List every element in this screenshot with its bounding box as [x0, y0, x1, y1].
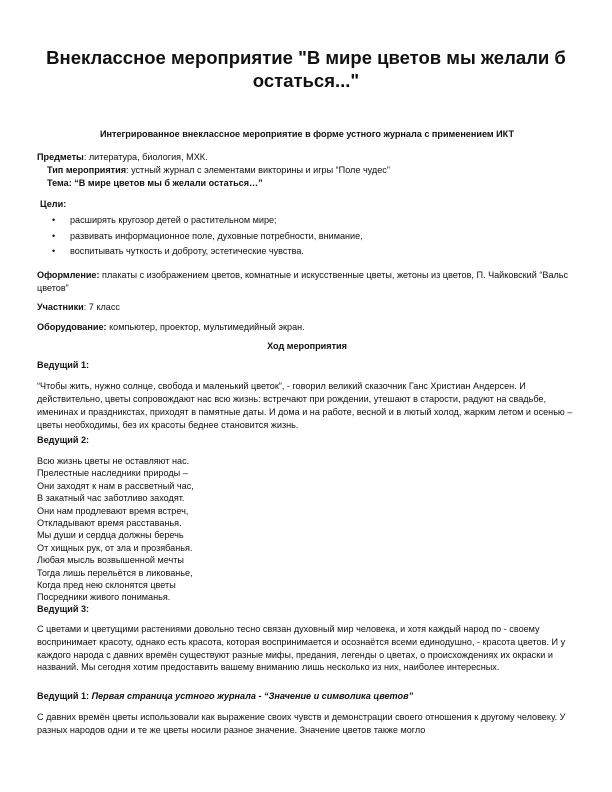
participants-line — [37, 301, 577, 314]
poem-line: Они заходят к нам в рассветный час, — [37, 480, 194, 491]
theme-text: “В мире цветов мы б желали остаться…” — [71, 178, 263, 188]
participants-label: Участники — [37, 302, 84, 312]
equipment-label: Оборудование: — [37, 322, 107, 332]
poem-line: От хищных рук, от зла и прозябанья. — [37, 542, 193, 553]
poem-line: Когда пред нею склонятся цветы — [37, 579, 176, 590]
document-subtitle: Интегрированное внеклассное мероприятие в форме устного журнала с применением ИКТ — [99, 129, 515, 139]
decor-paragraph — [37, 269, 577, 294]
goals-list — [37, 214, 577, 261]
subjects-text: : литература, биология, МХК. — [83, 152, 208, 162]
participants-text: : 7 класс — [83, 302, 120, 312]
list-item: • воспитывать чуткость и доброту, эстетические чувства. — [37, 245, 577, 261]
goals-label: Цели — [40, 199, 64, 209]
host3-label-text: Ведущий 3: — [37, 604, 90, 614]
host1-paragraph: “Чтобы жить, нужно солнце, свобода и маленький цветок”, - говорил великий сказочник Ганс Христиан Андерсен. И действительно, цветы сопровождают нас всю жизнь: встречают при рождении, утешают в старости, радуют на свадьбе, именинах и праздникстах, приходят в памятные даты. И дома и на работе, весной и в лютый холод, жарким летом и осенью – цветы необходимы, без их красоты беднее становится жизнь. — [37, 381, 573, 430]
poem-line: Мы души и сердца должны беречь — [37, 530, 184, 541]
poem-line: Любая мысль возвышенной мечты — [37, 555, 184, 566]
poem-line: Тогда лишь перельётся в ликованье, — [37, 567, 193, 578]
host2-poem — [37, 455, 577, 604]
subjects-label: Предметы — [37, 152, 84, 162]
poem-line: Они нам продлевают время встреч, — [37, 505, 189, 516]
theme-line — [37, 177, 587, 190]
poem-line: Прелестные наследники природы – — [37, 468, 188, 479]
equipment-text: компьютер, проектор, мультимедийный экран. — [106, 322, 305, 332]
host1-label — [37, 359, 577, 372]
equipment-line — [37, 321, 577, 334]
poem-line: Откладывают время расставанья. — [37, 517, 182, 528]
list-item: • расширять кругозор детей о растительном мире; — [37, 214, 577, 230]
section-title: Первая страница устного журнала - “Значение и символика цветов” — [91, 691, 414, 701]
poem-line: Посредники живого пониманья. — [37, 592, 171, 603]
host1-label-text: Ведущий 1: — [37, 360, 90, 370]
list-item: • развивать информационное поле, духовные потребности, внимание, — [37, 230, 577, 246]
host2-label-text: Ведущий 2: — [37, 435, 90, 445]
host1b-label: Ведущий 1: — [37, 691, 90, 701]
event-type-text: : устный журнал с элементами викторины и игры “Поле чудес” — [126, 165, 390, 175]
course-heading: Ход мероприятия — [267, 341, 347, 351]
theme-label: Тема: — [47, 178, 72, 188]
poem-line: Всю жизнь цветы не оставляют нас. — [37, 456, 190, 466]
poem-line: В закатный час заботливо заходят. — [37, 493, 185, 504]
host2-label — [37, 434, 577, 447]
event-type-line — [37, 164, 587, 177]
host1b-heading — [37, 690, 577, 703]
host3-paragraph: С цветами и цветущими растениями довольно тесно связан духовный мир человека, и хотя каждый народ по - своему воспринимает красоту, однако есть красота, которая воспринимается и осознаётся всеми единодушно, - красота цветов. И у каждого народа с давних времён существуют разные мифы, предания, легенды о цветах, о происхождениях их окраски и названий. Мы сегодня хотим предоставить вашему вниманию лишь несколько из них, наиболее интересных. — [37, 624, 566, 673]
host1b-paragraph: С давних времён цветы использовали как выражение своих чувств и демонстрации своего отношения к другому человеку. У разных народов одни и те же цветы носили разное значение. Значение цветов также могло — [37, 712, 566, 735]
event-type-label: Тип мероприятия — [47, 165, 127, 175]
subjects-line — [37, 151, 577, 164]
decor-label: Оформление: — [37, 270, 100, 280]
host3-label — [37, 603, 577, 616]
decor-text: плакаты с изображением цветов, комнатные и искусственные цветы, жетоны из цветов, П. Чайковский “Вальс цветов” — [37, 270, 569, 293]
goals-list-wrap — [37, 214, 577, 261]
goals-heading: Цели: — [40, 199, 67, 209]
document-title: Внеклассное мероприятие "В мире цветов мы желали б остаться..." — [46, 47, 566, 91]
